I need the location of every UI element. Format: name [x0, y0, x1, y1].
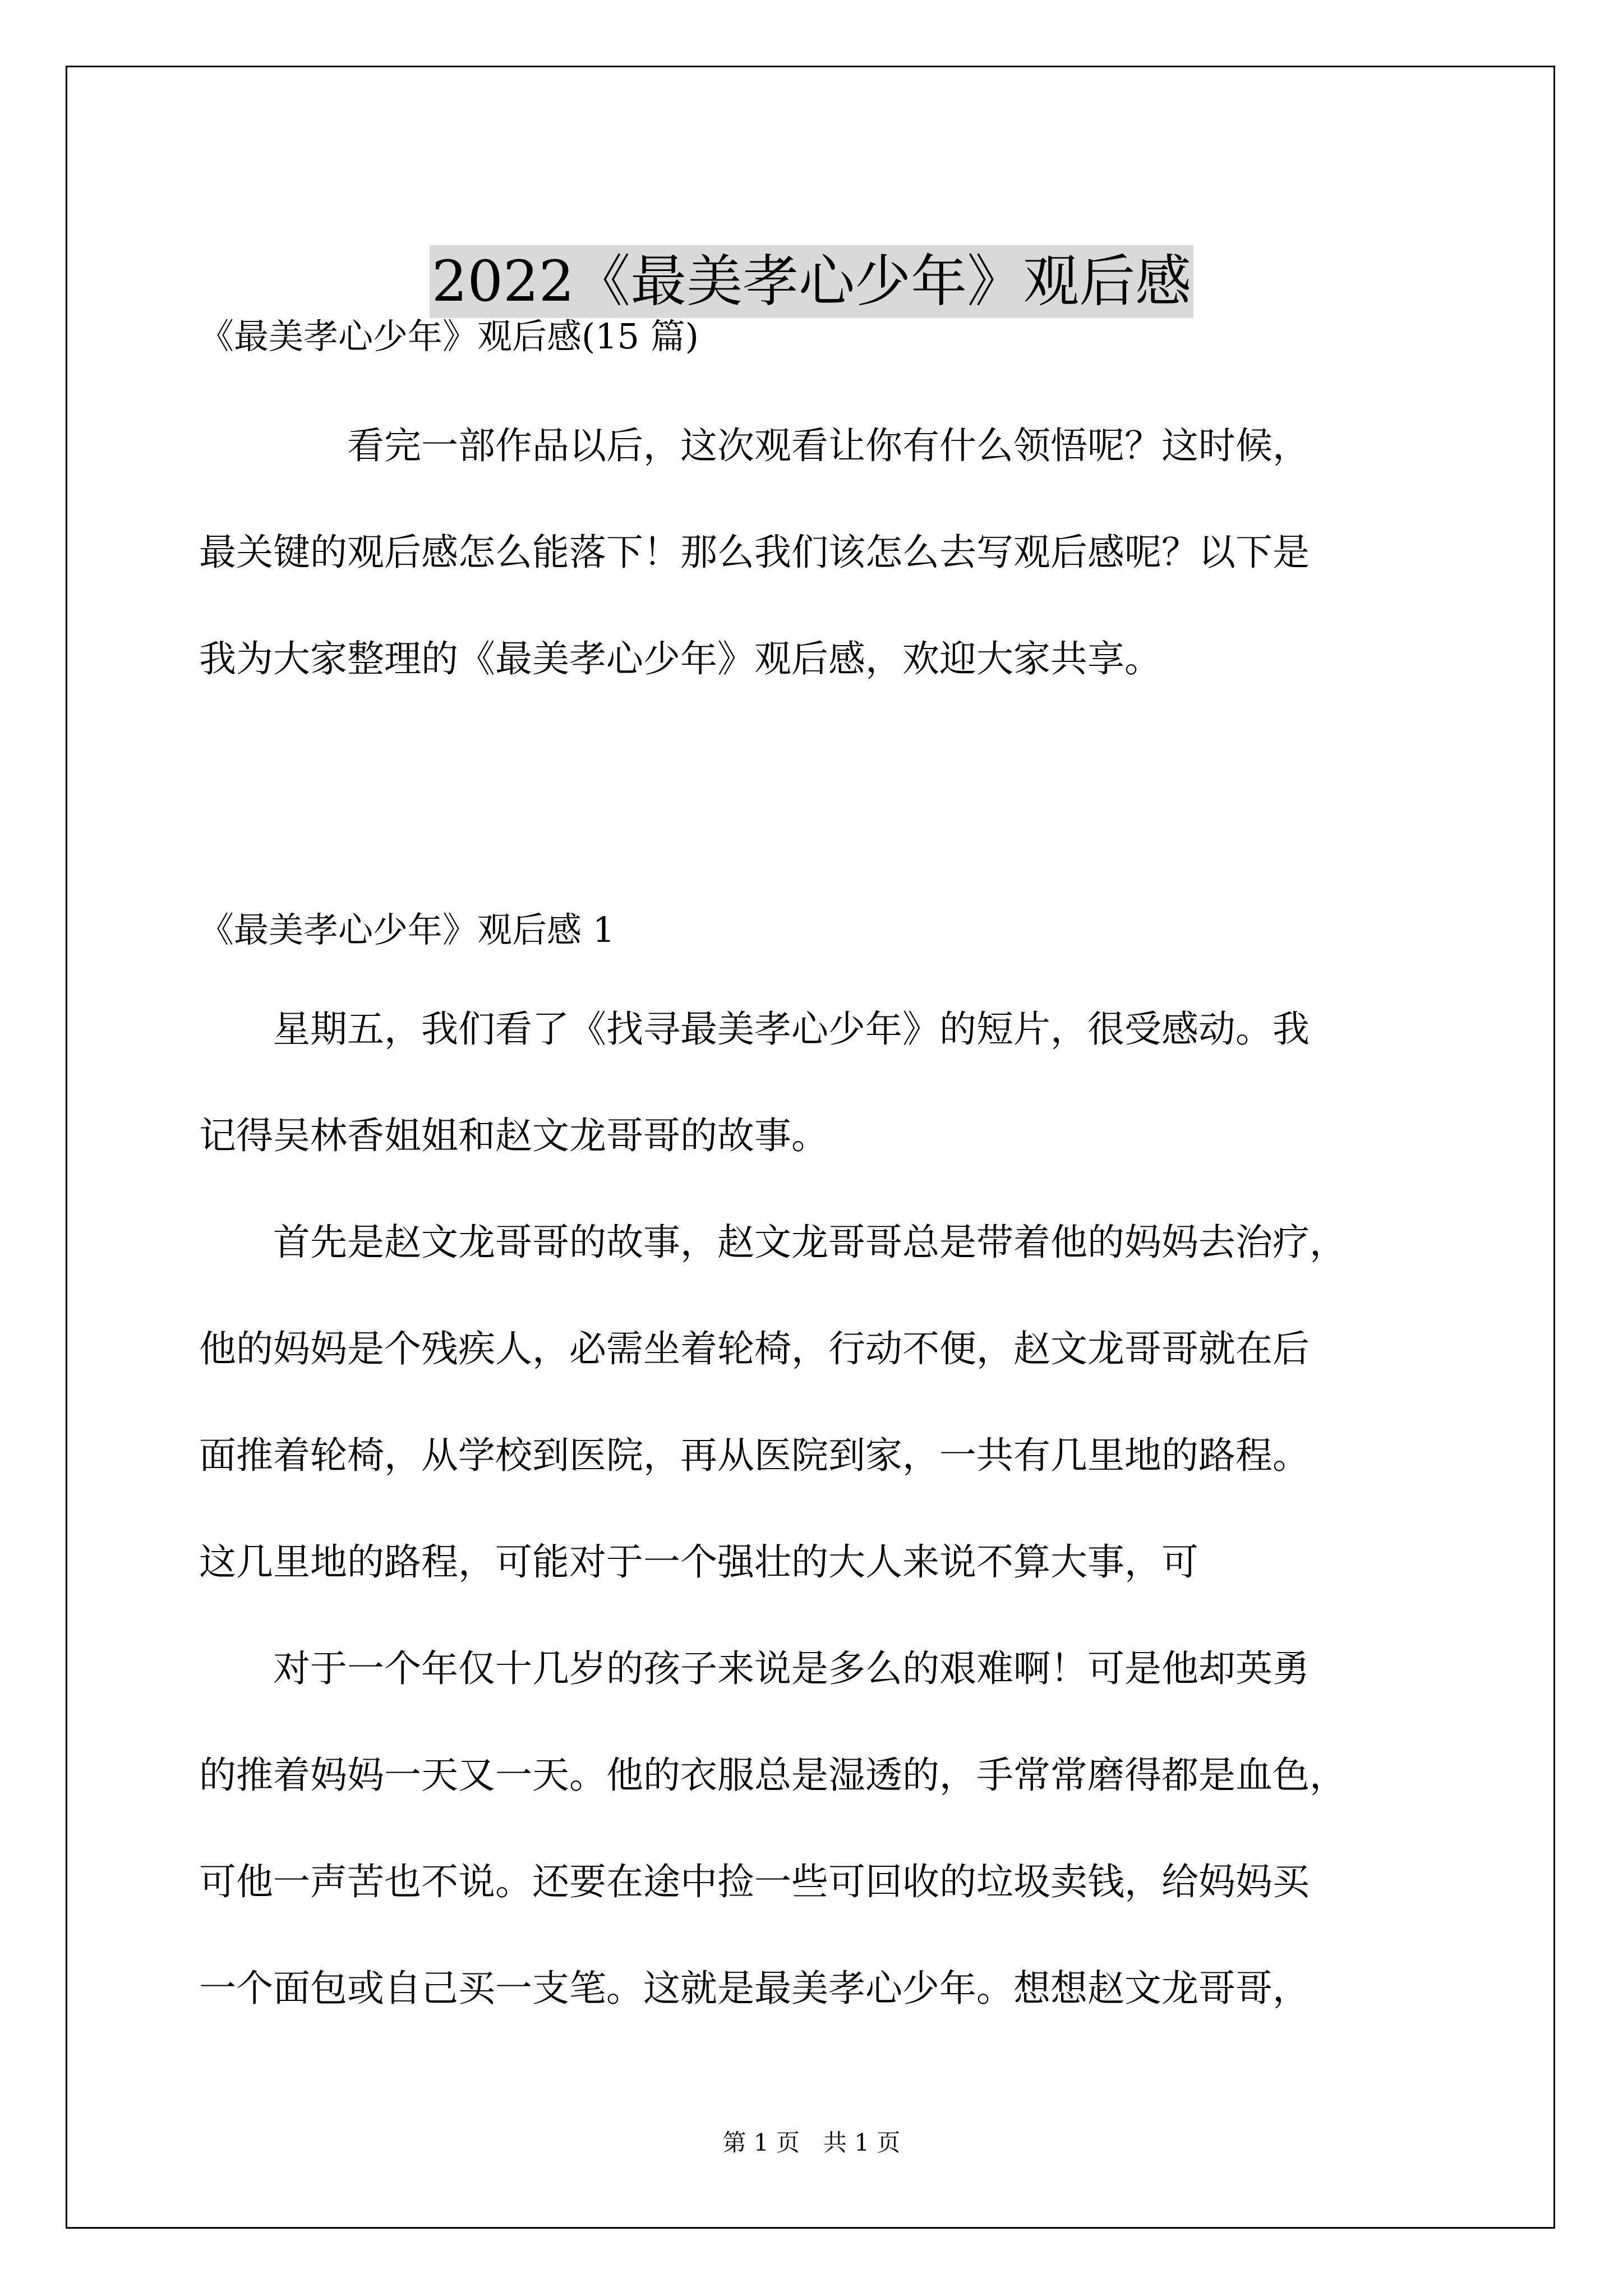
intro-paragraph [199, 393, 1455, 712]
paragraph-line: 他的妈妈是个残疾人，必需坐着轮椅，行动不便，赵文龙哥哥就在后 [199, 1327, 1310, 1370]
intro-line: 看完一部作品以后，这次观看让你有什么领悟呢？这时候， [199, 424, 1310, 467]
page-footer [0, 2126, 1623, 2160]
paragraph-line: 面推着轮椅，从学校到医院，再从医院到家，一共有几里地的路程。 [199, 1434, 1310, 1477]
section1-paragraph-2 [199, 1189, 1455, 1616]
collection-heading: 《最美孝心少年》观后感(15 篇) [199, 316, 699, 357]
paragraph-line: 首先是赵文龙哥哥的故事，赵文龙哥哥总是带着他的妈妈去治疗， [199, 1221, 1347, 1264]
intro-line: 最关键的观后感怎么能落下！那么我们该怎么去写观后感呢？以下是 [199, 531, 1310, 574]
paragraph-line: 对于一个年仅十几岁的孩子来说是多么的艰难啊！可是他却英勇 [199, 1647, 1310, 1690]
page-number: 第 1 页 共 1 页 [722, 2129, 901, 2156]
section1-paragraph-1 [199, 976, 1455, 1189]
section1-paragraph-3 [199, 1616, 1455, 2042]
paragraph-line: 一个面包或自己买一支笔。这就是最美孝心少年。想想赵文龙哥哥， [199, 1967, 1310, 2010]
section-heading: 《最美孝心少年》观后感 1 [199, 909, 615, 950]
intro-line: 我为大家整理的《最美孝心少年》观后感，欢迎大家共享。 [199, 637, 1161, 680]
document-title: 2022《最美孝心少年》观后感 [430, 245, 1194, 318]
paragraph-line: 记得吴林香姐姐和赵文龙哥哥的故事。 [199, 1114, 828, 1157]
paragraph-line: 的推着妈妈一天又一天。他的衣服总是湿透的，手常常磨得都是血色， [199, 1754, 1347, 1797]
paragraph-line: 可他一声苦也不说。还要在途中捡一些可回收的垃圾卖钱，给妈妈买 [199, 1860, 1310, 1903]
paragraph-line: 星期五，我们看了《找寻最美孝心少年》的短片，很受感动。我 [199, 1007, 1310, 1051]
paragraph-line: 这几里地的路程，可能对于一个强壮的大人来说不算大事，可 [199, 1540, 1198, 1584]
